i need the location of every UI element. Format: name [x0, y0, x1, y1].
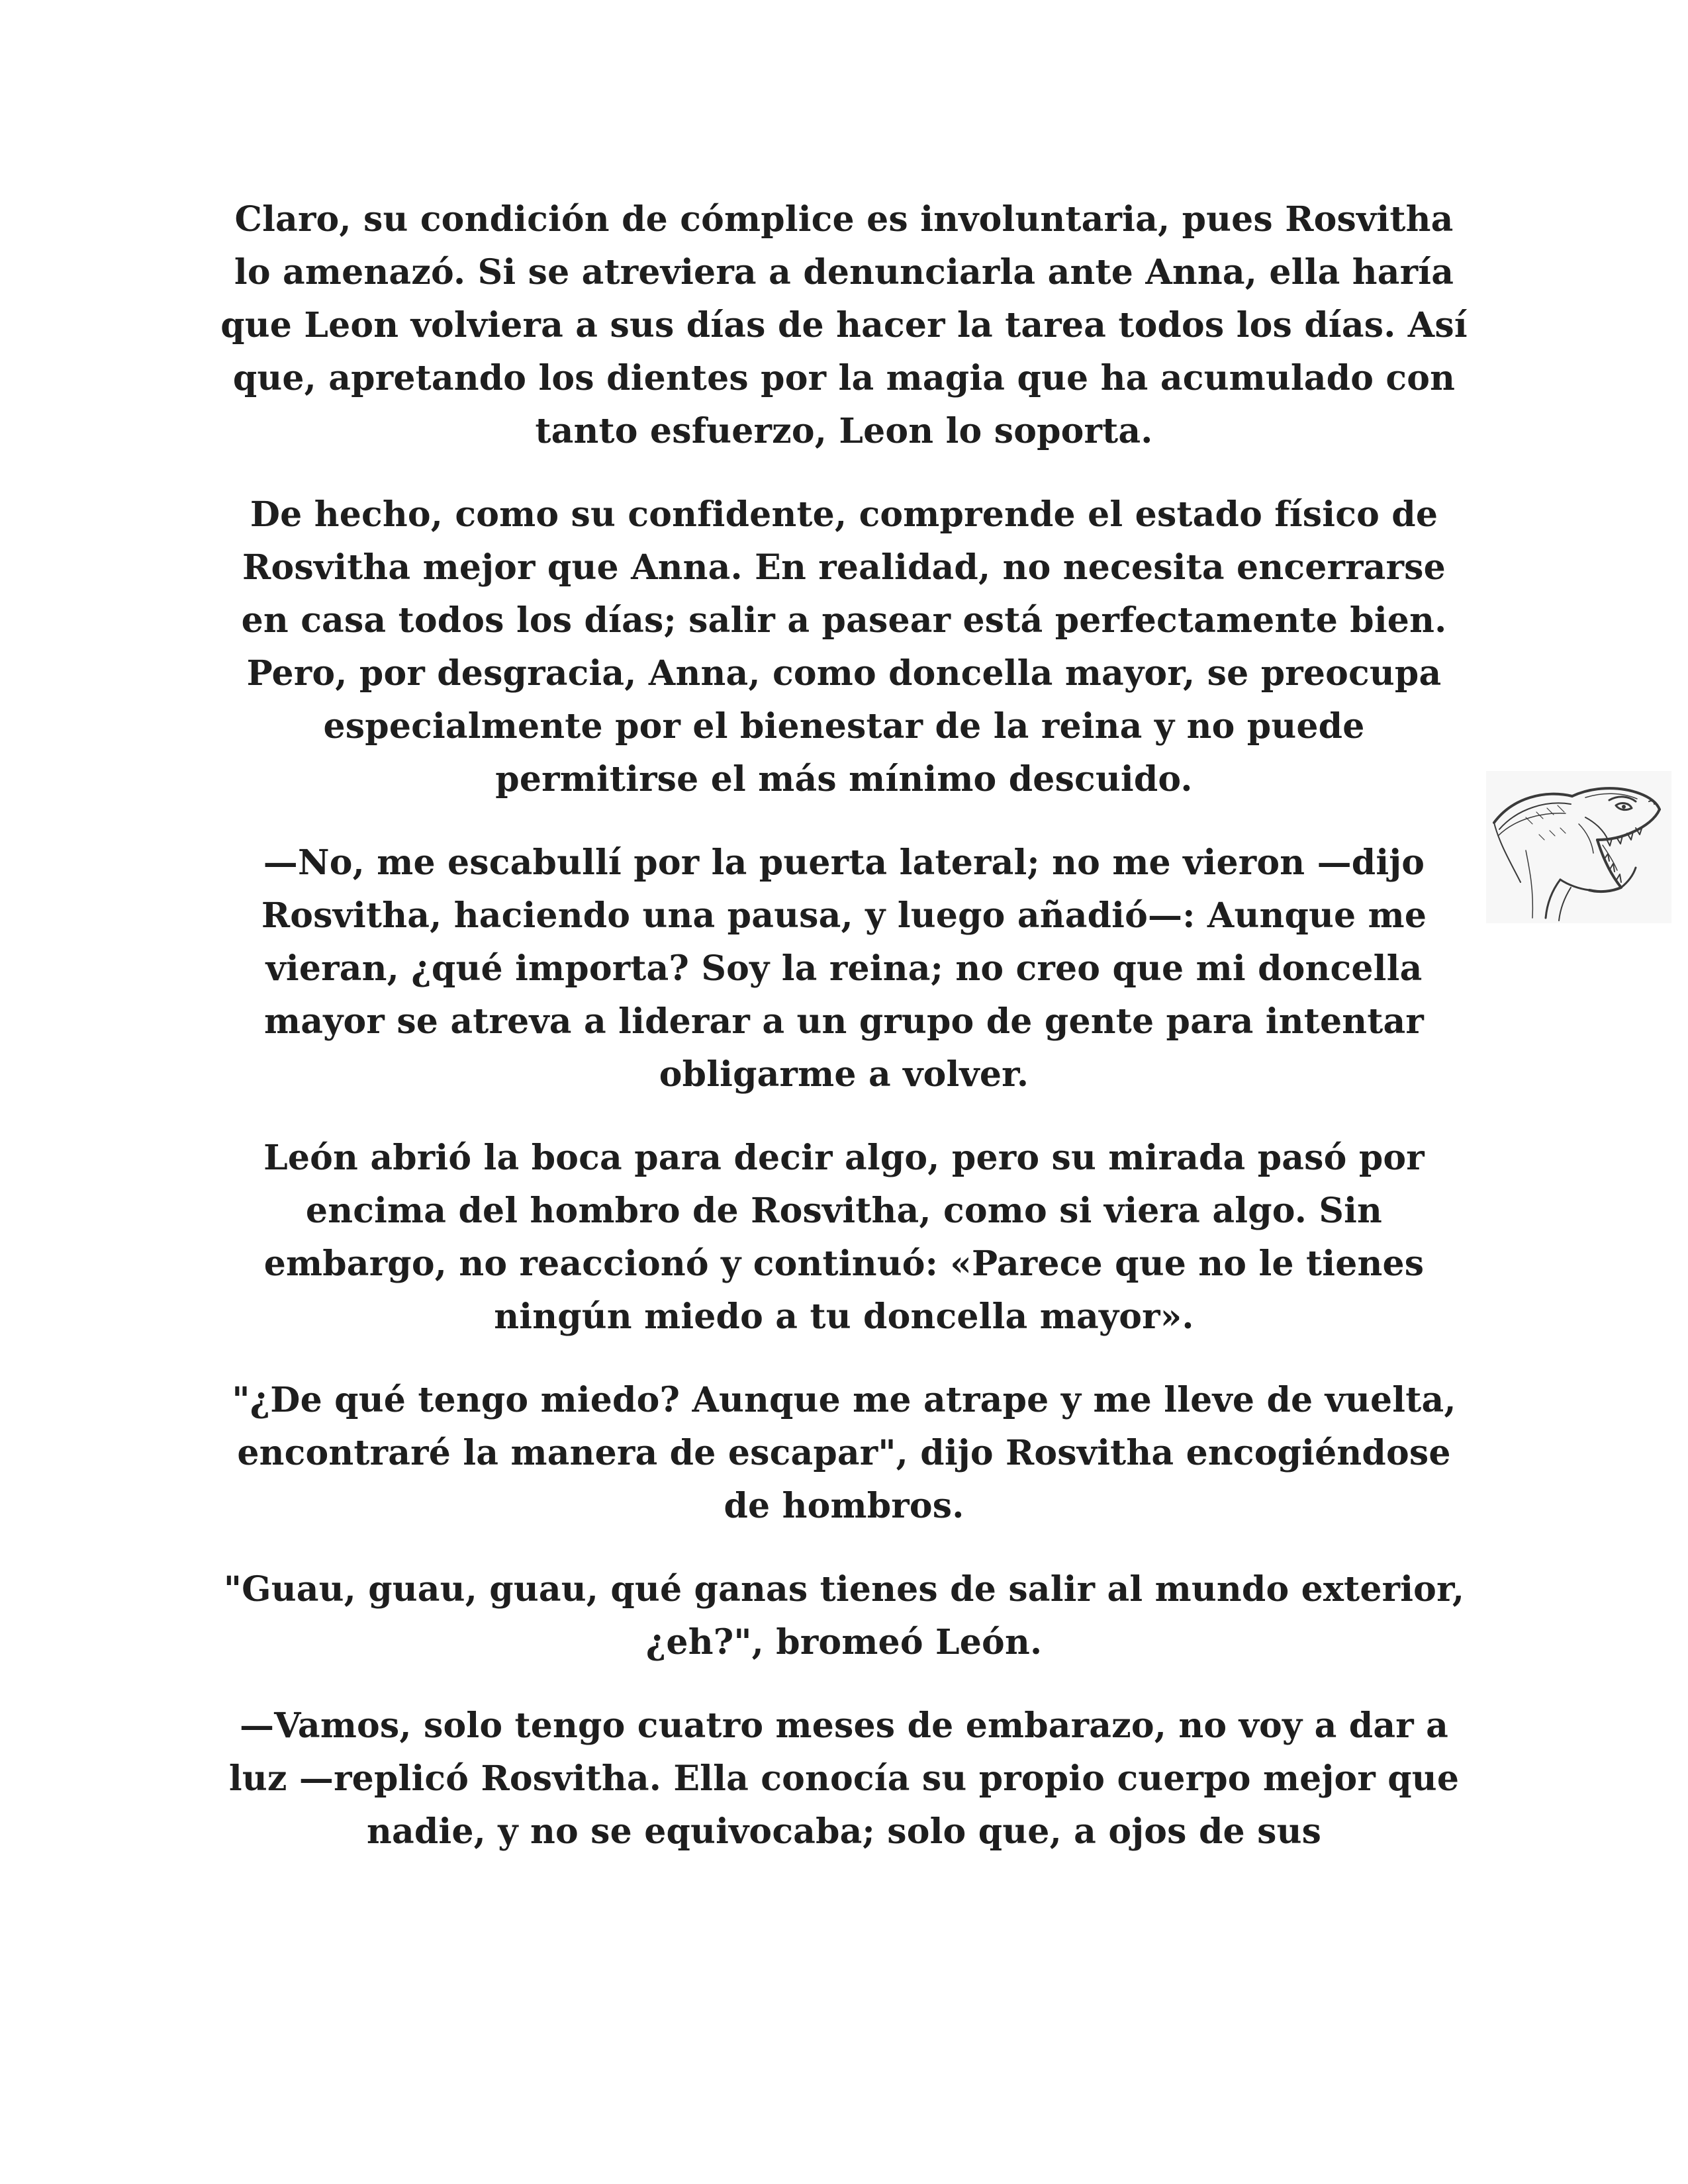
paragraph-7: —Vamos, solo tengo cuatro meses de embarazo, no voy a dar a luz —replicó Rosvitha. Ella conocía su propio cuerpo mejor que nadie, y no se equivocaba; solo que, a ojos de sus	[228, 1706, 1460, 1852]
paragraph-4: León abrió la boca para decir algo, pero su mirada pasó por encima del hombro de Rosvitha, como si viera algo. Sin embargo, no reaccionó y continuó: «Parece que no le tienes ningún miedo a tu doncella mayor».	[263, 1138, 1425, 1337]
body-text	[218, 193, 1470, 1858]
paragraph-3: —No, me escabullí por la puerta lateral; no me vieron —dijo Rosvitha, haciendo una pausa, y luego añadió—: Aunque me vieran, ¿qué importa? Soy la reina; no creo que mi doncella mayor se atreva a liderar a un grupo de gente para intentar obligarme a volver.	[261, 842, 1427, 1095]
paragraph-5: "¿De qué tengo miedo? Aunque me atrape y me lleve de vuelta, encontraré la manera de escapar", dijo Rosvitha encogiéndose de hombros.	[232, 1380, 1456, 1526]
dinosaur-sketch-drawing	[1486, 771, 1671, 923]
dinosaur-sketch-icon	[1486, 771, 1671, 923]
paragraph-6: "Guau, guau, guau, qué ganas tienes de salir al mundo exterior, ¿eh?", bromeó León.	[223, 1569, 1465, 1662]
paragraph-1: Claro, su condición de cómplice es involuntaria, pues Rosvitha lo amenazó. Si se atreviera a denunciarla ante Anna, ella haría que Leon volviera a sus días de hacer la tarea todos los días. Así que, apretando los dientes por la magia que ha acumulado con tanto esfuerzo, Leon lo soporta.	[220, 199, 1468, 451]
paragraph-2: De hecho, como su confidente, comprende el estado físico de Rosvitha mejor que Anna. En realidad, no necesita encerrarse en casa todos los días; salir a pasear está perfectamente bien. Pero, por desgracia, Anna, como doncella mayor, se preocupa especialmente por el bienestar de la reina y no puede permitirse el más mínimo descuido.	[241, 494, 1447, 799]
